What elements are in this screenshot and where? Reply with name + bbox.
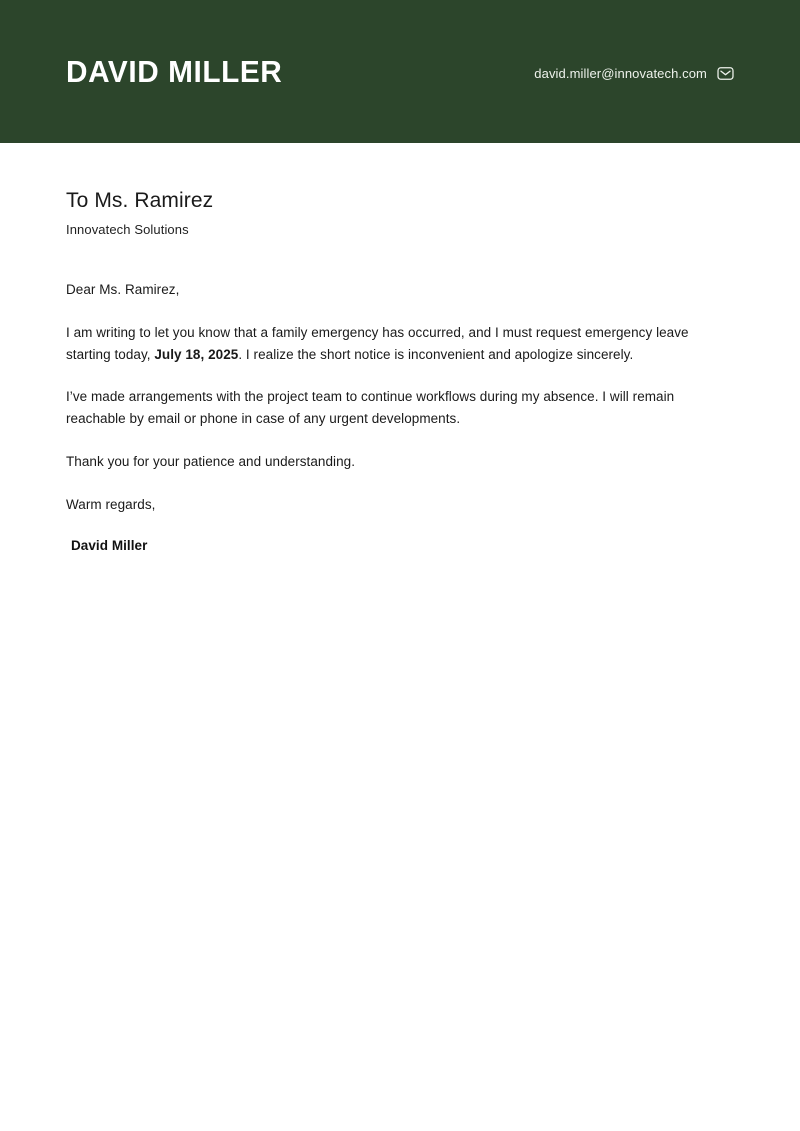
leave-date: July 18, 2025 — [154, 346, 239, 362]
letterhead-content — [66, 0, 734, 143]
recipient-name: To Ms. Ramirez — [66, 189, 214, 212]
closing-line: Warm regards, — [66, 497, 156, 512]
recipient-block — [66, 143, 734, 238]
sender-email[interactable]: david.miller@innovatech.com — [534, 66, 707, 81]
letter-body — [0, 143, 800, 556]
contact-group — [534, 61, 734, 82]
sender-name: DAVID MILLER — [66, 54, 283, 89]
signature-name: David Miller — [71, 537, 148, 553]
envelope-icon — [717, 65, 734, 82]
paragraph-1-text-after-date: . I realize the short notice is inconvenient and apologize sincerely. — [238, 346, 634, 362]
paragraph-1-text-before-date: I am writing to let you know that a family emergency has occurred, and I must request emergency leave starting today, — [66, 324, 689, 362]
paragraph-3: Thank you for your patience and understanding. — [66, 454, 355, 470]
paragraph-1 — [66, 322, 714, 366]
salutation: Dear Ms. Ramirez, — [66, 281, 180, 297]
letter-content — [66, 280, 714, 556]
recipient-organization: Innovatech Solutions — [66, 222, 189, 238]
letterhead-header — [0, 0, 800, 143]
paragraph-2: I’ve made arrangements with the project team to continue workflows during my absence. I will remain reachable by email or phone in case of any urgent developments. — [66, 389, 675, 427]
